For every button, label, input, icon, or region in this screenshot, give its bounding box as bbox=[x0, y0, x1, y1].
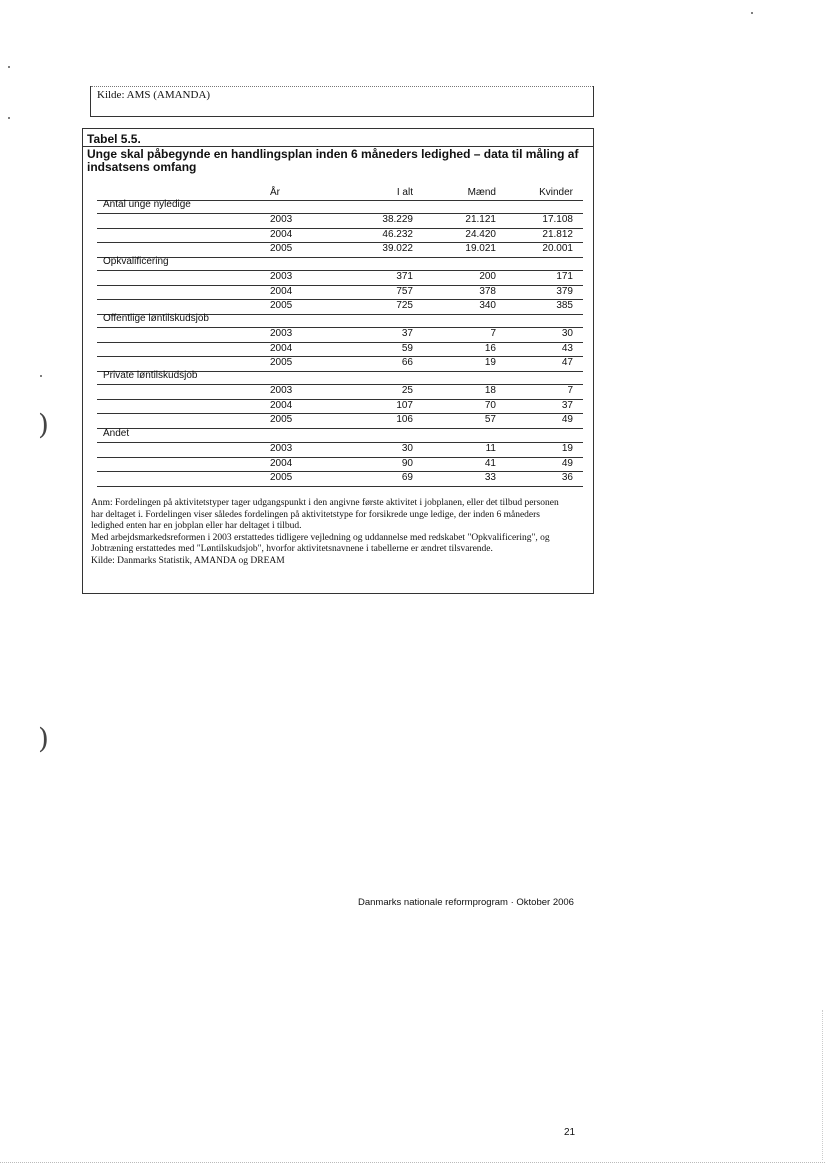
scan-bottom-edge bbox=[0, 1162, 825, 1163]
cell-year: 2003 bbox=[270, 443, 293, 454]
header-total: I alt bbox=[396, 187, 413, 198]
cell-total: 25 bbox=[401, 385, 413, 396]
cell-total: 59 bbox=[401, 342, 413, 354]
scan-speck bbox=[8, 66, 10, 68]
page-footer: Danmarks nationale reformprogram · Oktober 2006 bbox=[358, 897, 574, 908]
cell-year: 2003 bbox=[270, 385, 293, 396]
cell-men: 24.420 bbox=[465, 228, 496, 240]
scan-speck bbox=[8, 117, 10, 119]
row-rule bbox=[97, 399, 583, 400]
cell-year: 2004 bbox=[270, 285, 293, 297]
cell-men: 200 bbox=[479, 271, 496, 282]
cell-year: 2005 bbox=[270, 357, 293, 368]
category-label: Andet bbox=[103, 428, 130, 439]
cell-year: 2003 bbox=[270, 328, 293, 339]
header-men: Mænd bbox=[467, 187, 496, 198]
cell-men: 18 bbox=[484, 385, 496, 396]
cell-men: 340 bbox=[479, 300, 496, 311]
row-rule bbox=[97, 327, 583, 328]
row-rule bbox=[97, 285, 583, 286]
cell-year: 2004 bbox=[270, 457, 293, 469]
category-label: Antal unge nyledige bbox=[103, 199, 191, 210]
scan-speck bbox=[751, 12, 753, 14]
scan-mark-parenthesis: ) bbox=[38, 722, 49, 755]
row-rule bbox=[97, 299, 583, 300]
source-box-top bbox=[90, 86, 594, 117]
category-label: Opkvalificering bbox=[103, 256, 169, 267]
note-source: Kilde: Danmarks Statistik, AMANDA og DREAM bbox=[91, 555, 285, 566]
cell-year: 2005 bbox=[270, 243, 293, 254]
cell-total: 757 bbox=[396, 285, 413, 297]
table-bottom-rule bbox=[82, 593, 594, 594]
cell-women: 19 bbox=[561, 443, 573, 454]
row-rule bbox=[97, 486, 583, 487]
cell-men: 7 bbox=[490, 328, 496, 339]
row-rule bbox=[97, 242, 583, 243]
category-label: Offentlige løntilskudsjob bbox=[103, 313, 209, 324]
cell-women: 49 bbox=[561, 457, 573, 469]
cell-year: 2005 bbox=[270, 300, 293, 311]
cell-total: 30 bbox=[401, 443, 413, 454]
cell-men: 57 bbox=[484, 414, 496, 425]
cell-year: 2004 bbox=[270, 228, 293, 240]
table-title: Unge skal påbegynde en handlingsplan inden 6 måneders ledighed – data til måling af indsatsens omfang bbox=[87, 147, 579, 174]
cell-men: 19.021 bbox=[465, 243, 496, 254]
cell-total: 371 bbox=[396, 271, 413, 282]
cell-year: 2004 bbox=[270, 399, 293, 411]
scan-right-edge bbox=[822, 1010, 823, 1160]
cell-men: 21.121 bbox=[465, 214, 496, 225]
cell-women: 36 bbox=[561, 472, 573, 483]
cell-women: 379 bbox=[556, 285, 573, 297]
cell-women: 43 bbox=[561, 342, 573, 354]
page-number: 21 bbox=[564, 1127, 576, 1138]
row-rule bbox=[97, 413, 583, 414]
row-rule bbox=[97, 384, 583, 385]
cell-women: 47 bbox=[561, 357, 573, 368]
row-rule bbox=[97, 342, 583, 343]
cell-year: 2004 bbox=[270, 342, 293, 354]
table-number: Tabel 5.5. bbox=[87, 132, 141, 146]
scan-mark-parenthesis: ) bbox=[38, 408, 49, 441]
cell-men: 33 bbox=[484, 472, 496, 483]
cell-women: 171 bbox=[556, 271, 573, 282]
cell-women: 30 bbox=[561, 328, 573, 339]
row-rule bbox=[97, 442, 583, 443]
note-fordeling: Anm: Fordelingen på aktivitetstyper tager udgangspunkt i den angivne første aktivitet i jobplanen, eller det tilbud personen har deltaget i. Fordelingen viser således fordelingen på aktivitetstype for forsikrede unge ledige, der inden 6 måneders ledighed enten har en jobplan eller har deltaget i tilbud. bbox=[91, 498, 559, 531]
header-year: År bbox=[270, 187, 280, 198]
cell-total: 39.022 bbox=[382, 243, 413, 254]
cell-women: 21.812 bbox=[542, 228, 573, 240]
cell-total: 38.229 bbox=[382, 214, 413, 225]
table-top-rule bbox=[82, 128, 594, 129]
cell-year: 2003 bbox=[270, 271, 293, 282]
scan-speck bbox=[40, 375, 42, 377]
row-rule bbox=[97, 213, 583, 214]
cell-year: 2005 bbox=[270, 414, 293, 425]
header-women: Kvinder bbox=[539, 187, 573, 198]
note-reform: Med arbejdsmarkedsreformen i 2003 erstattedes tidligere vejledning og uddannelse med redskabet "Opkvalificering", og Jobtræning erstattedes med "Løntilskudsjob", hvorfor aktivitetsnavnene i tabellerne er ændret tilsvarende. bbox=[91, 532, 550, 554]
row-rule bbox=[97, 471, 583, 472]
cell-total: 106 bbox=[396, 414, 413, 425]
cell-men: 19 bbox=[484, 357, 496, 368]
row-rule bbox=[97, 428, 583, 429]
table-5-5 bbox=[82, 128, 594, 594]
cell-men: 11 bbox=[485, 443, 496, 454]
cell-women: 20.001 bbox=[542, 243, 573, 254]
cell-women: 385 bbox=[556, 300, 573, 311]
cell-women: 17.108 bbox=[542, 214, 573, 225]
cell-year: 2003 bbox=[270, 214, 293, 225]
cell-total: 725 bbox=[396, 300, 413, 311]
cell-women: 7 bbox=[567, 385, 573, 396]
cell-total: 107 bbox=[396, 399, 413, 411]
cell-men: 16 bbox=[484, 342, 496, 354]
cell-total: 90 bbox=[401, 457, 413, 469]
category-label: Private løntilskudsjob bbox=[103, 370, 198, 381]
cell-men: 378 bbox=[479, 285, 496, 297]
cell-men: 70 bbox=[484, 399, 496, 411]
row-rule bbox=[97, 257, 583, 258]
cell-men: 41 bbox=[484, 457, 496, 469]
cell-total: 37 bbox=[401, 328, 413, 339]
row-rule bbox=[97, 270, 583, 271]
cell-total: 69 bbox=[401, 472, 413, 483]
row-rule bbox=[97, 356, 583, 357]
row-rule bbox=[97, 228, 583, 229]
table-notes bbox=[91, 498, 571, 567]
cell-total: 66 bbox=[401, 357, 413, 368]
source-box-dotted-rule bbox=[91, 86, 593, 87]
cell-women: 37 bbox=[561, 399, 573, 411]
row-rule bbox=[97, 457, 583, 458]
source-text-top: Kilde: AMS (AMANDA) bbox=[97, 89, 211, 101]
cell-women: 49 bbox=[561, 414, 573, 425]
cell-total: 46.232 bbox=[382, 228, 413, 240]
cell-year: 2005 bbox=[270, 472, 293, 483]
